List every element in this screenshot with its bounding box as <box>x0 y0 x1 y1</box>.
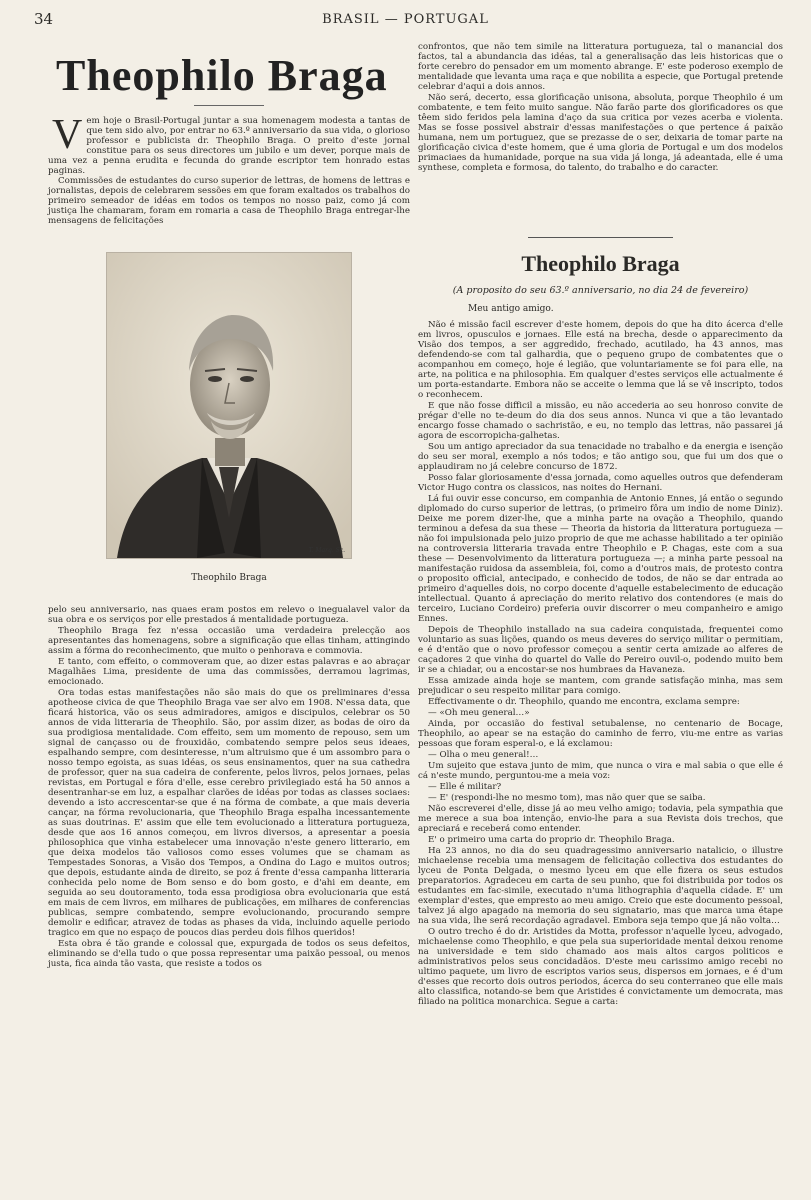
left-column <box>48 42 410 970</box>
paragraph: confrontos, que não tem simile na litteratura portugueza, tal o manancial dos factos, tal a abundancia das idéas, tal a generalisação das leis historicas que o forte cerebro do pensador em um momento abrange. E' este poderoso exemplo de mentalidade que levanta uma raça e que nobilita a especie, que Portugal pretende celebrar d'aqui a dois annos. <box>418 42 783 92</box>
paragraph: Sou um antigo apreciador da sua tenacidade no trabalho e da energia e isenção do seu ser moral, exemplo a nós todos; e tão antigo sou, que fui um dos que o applaudiram no já celebre concurso de 1872. <box>418 442 783 472</box>
letter-body <box>418 320 783 1007</box>
paragraph: Ora todas estas manifestações não são mais do que os preliminares d'essa apotheose civica de que Theophilo Braga vae ser alvo em 1908. N'essa data, que ficará historica, vão os seus admiradores, amigos e discipulos, celebrar os 50 annos de vida litteraria de Theophilo. São, por assim dizer, as bodas de oiro da sua prodigiosa mentalidade. Com effeito, sem um momento de repouso, sem um signal de cançasso ou de frouxidão, combatendo sempre pelos seus ideaes, espalhando sempre, com desinteresse, n'um altruismo que é um assombro para o nosso tempo egoista, as suas idéas, os seus ensinamentos, quer na sua cathedra de professor, quer na sua cadeira de conferente, pelos livros, pelos jornaes, pelas revistas, em Portugal e fóra d'elle, esse cerebro privilegiado está ha 50 annos a desentranhar-se em luz, a espalhar clarões de idéas por todas as classes sociaes: devendo a isto accrescentar-se que é na fórma de combate, a que mais deveria cançar, na fórma revolucionaria, que Theophilo Braga espalha incessantemente as suas doutrinas. E' assim que elle tem evolucionado a litteratura portugueza, desde que aos 16 annos começou, em livros diversos, a apresentar a poesia philosophica que vinha estabelecer uma innovação n'este genero litterario, em que deixa modelos tão valiosos como esses volumes que se chamam as Tempestades Sonoras, a Visão dos Tempos, a Ondina do Lago e muitos outros; que depois, estudante ainda de direito, se poz á frente d'essa campanha litteraria conhecida pelo nome de Bom senso e do bom gosto, e d'ahi em deante, em seguida ao seu doutoramento, toda essa prodigiosa obra evolucionaria que está em mais de cem livros, em milhares de publicações, em milhares de conferencias publicas, sempre combatendo, sempre evolucionando, procurando sempre demolir e edificar, atravez de todas as phases da vida, incluindo aquelle periodo tragico em que no espaço de poucos dias perdeu dois filhos queridos! <box>48 688 410 938</box>
paragraph: O outro trecho é do dr. Aristides da Motta, professor n'aquelle lyceu, advogado, michaelense como Theophilo, e que pela sua superioridade mental deixou renome na universidade e tem sido chamado aos mais altos cargos politicos e administrativos pelos seus concidadãos. D'este meu carissimo amigo recebi no ultimo paquete, um livro de escriptos varios seus, dispersos em jornaes, e é d'um d'esses que recorto dois outros periodos, ácerca do seu conterraneo que elle mais alto classifica, notando-se bem que Aristides é convictamente um democrata, mas filiado na politica monarchica. Segue a carta: <box>418 927 783 1007</box>
portrait-illustration <box>107 253 351 558</box>
paragraph: Depois de Theophilo installado na sua cadeira conquistada, frequentei como voluntario as suas lições, quando os meus deveres do serviço militar o permitiam, e é d'então que o novo professor começou a sentir certa amizade ao alferes de caçadores 2 que vinha do quartel do Valle do Pereiro ouvil-o, podendo muito bem ir se a chiadar, ou a encostar-se nos humbraes da Havaneza. <box>418 625 783 675</box>
intro-text: em hoje o Brasil-Portugal juntar a sua homenagem modesta a tantas de que tem sido alvo, por entrar no 63.º anniversario da sua vida, o glorioso professor e publicista dr. Theophilo Braga. O preito d'este jornal constitue para os seus directores um jubilo e um dever, porque mais de uma vez a penna erudita e fecunda do grande escriptor tem honrado estas paginas. <box>48 116 410 176</box>
section-heading <box>418 241 783 277</box>
article-masthead: Theophilo Braga <box>56 51 388 100</box>
paragraph: E que não fosse difficil a missão, eu não accederia ao seu honroso convite de prégar d'elle no te-deum do dia dos seus annos. Nunca vi que a tão levantado encargo fosse chamado o sachristão, e eu, no templo das lettras, não passarei já agora de escorropicha-galhetas. <box>418 401 783 441</box>
photo-credit: T. Marq. Sc. <box>308 547 345 554</box>
paragraph: Não será, decerto, essa glorificação unisona, absoluta, porque Theophilo é um combatente, e tem feito muito sangue. Não farão parte dos glorificadores os que têem sido feridos pela lamina d'aço da sua critica por vezes acerba e violenta. Mas se fosse possivel abstrair d'essas manifestações o que pertence á paixão humana, nem um portuguez, que se prezasse de o ser, deixaria de tomar parte na glorificação civica d'este homem, que é uma gloria de Portugal e um dos modelos primaciaes da humanidade, porque na sua vida já longa, já adeantada, elle é uma synthese, completa e formosa, do talento, do trabalho e do caracter. <box>418 93 783 173</box>
paragraph: Theophilo Braga fez n'essa occasião uma verdadeira prelecção aos apresentantes das homenagens, sobre a significação que ellas tinham, attingindo assim a fórma do reconhecimento, que muito o penhorava e commovia. <box>48 626 410 656</box>
paragraph: Ainda, por occasião do festival setubalense, no centenario de Bocage, Theophilo, ao apear se na estação do caminho de ferro, viu-me entre as varias pessoas que foram esperal-o, e lá exclamou: <box>418 719 783 749</box>
paragraph: Posso falar gloriosamente d'essa jornada, como aquelles outros que defenderam Victor Hugo contra os classicos, nas noites do Hernani. <box>418 473 783 493</box>
paragraph: Um sujeito que estava junto de mim, que nunca o vira e mal sabia o que elle é cá n'este mundo, perguntou-me a meia voz: <box>418 761 783 781</box>
paragraph: Effectivamente o dr. Theophilo, quando me encontra, exclama sempre: <box>428 697 740 707</box>
paragraph: pelo seu anniversario, nas quaes eram postos em relevo o inegualavel valor da sua obra e os serviços por elle prestados á mentalidade portugueza. <box>48 605 410 625</box>
title-rule <box>194 105 264 106</box>
paragraph: Esta obra é tão grande e colossal que, expurgada de todos os seus defeitos, eliminando se d'ella tudo o que possa representar uma paixão pessoal, ou menos justa, fica ainda tão vasta, que resiste a todos os <box>48 939 410 969</box>
drop-cap: V <box>52 112 83 158</box>
right-top-text <box>418 42 783 173</box>
section-subtitle: (A proposito do seu 63.º anniversario, no dia 24 de fevereiro) <box>452 285 749 296</box>
dialogue-line: — E' (respondi-lhe no mesmo tom), mas não quer que se saiba. <box>428 793 706 803</box>
left-continuation <box>48 605 410 969</box>
paragraph: Essa amizade ainda hoje se mantem, com grande satisfação minha, mas sem prejudicar o seu respeito militar para comigo. <box>418 676 783 696</box>
intro-paragraph <box>48 112 410 176</box>
dialogue-line: — Elle é militar? <box>428 782 502 792</box>
running-header <box>28 8 783 30</box>
paragraph: Não escreverei d'elle, disse já ao meu velho amigo; todavia, pela sympathia que me merece a sua boa intenção, envio-lhe para a sua Revista dois trechos, que apreciará e receberá como entender. <box>418 804 783 834</box>
right-column <box>418 42 783 1008</box>
paragraph: E tanto, com effeito, o commoveram que, ao dizer estas palavras e ao abraçar Magalhães Lima, presidente de uma das commissões, derramou lagrimas, emocionado. <box>48 657 410 687</box>
dialogue-line: — Olha o meu general!… <box>428 750 539 760</box>
photo-caption: Theophilo Braga <box>191 573 267 583</box>
salutation: Meu antigo amigo. <box>468 304 554 314</box>
running-title: BRASIL — PORTUGAL <box>322 12 489 27</box>
paragraph: Commissões de estudantes do curso superior de lettras, de homens de lettras e jornalistas, depois de celebrarem sessões em que foram exaltados os trabalhos do primeiro semeador de idéas em todos os tempos no nosso paiz, como já com justiça lhe chamaram, foram em romaria a casa de Theophilo Braga entregar-lhe mensagens de felicitações <box>48 176 410 226</box>
dialogue-line: — «Oh meu general…» <box>428 708 530 718</box>
paragraph: E' o primeiro uma carta do proprio dr. Theophilo Braga. <box>428 835 675 845</box>
paragraph: Não é missão facil escrever d'este homem, depois do que ha dito ácerca d'elle em livros, opusculos e jornaes. Elle está na brecha, desde o apparecimento da Visão dos tempos, a ser aggredido, frechado, acutilado, ha 43 annos, mas defendendo-se com tal galhardia, que o pequeno grupo de combatentes que o acompanhou em começo, hoje é legião, que voluntariamente se foi para elle, na arte, na politica e na philosophia. Em qualquer d'estes serviços elle actualmente é um porta-estandarte. Embora não se acceite o lemma que lá se vê inscripto, todos o reconhecem. <box>418 320 783 400</box>
paragraph: Ha 23 annos, no dia do seu quadragessimo anniversario natalicio, o illustre michaelense recebia uma mensagem de felicitação collectiva dos estudantes do lyceu de Ponta Delgada, o mesmo lyceu em que elle fizera os seus estudos preparatorios. Agradeceu em carta de seu punho, que foi distribuida por todos os estudantes em fac-simile, executado n'uma lithographia d'aquella cidade. E' um exemplar d'estes, que empresto ao meu amigo. Creio que este documento pessoal, talvez já algo apagado na memoria do seu signatario, mas que marca uma étape na sua vida, lhe será recordação agradavel. Embora seja tempo que já não volta… <box>418 846 783 926</box>
section-title: Theophilo Braga <box>521 251 680 276</box>
paragraph: Lá fui ouvir esse concurso, em companhia de Antonio Ennes, já então o segundo diplomado do curso superior de lettras, (o primeiro fôra um indio de nome Diniz). Deixe me porem dizer-lhe, que a minha parte na ovação a Theophilo, quando terminou a defesa da sua these — Theoria da historia da litteratura portugueza — não foi impulsionada pelo juizo proprio de que me achasse habilitado a ter opinião na controversia litteraria travada entre Theophilo e P. Chagas, este com a sua these — Desenvolvimento da litteratura portugueza —; a minha parte pessoal na manifestação ruidosa da assembleia, foi, como a d'outros mais, de protesto contra o proposito official, antecipado, e conhecido de todos, de não se dar entrada ao primeiro d'aquelles dois, no corpo docente d'aquelle estabelecimento de educação intellectual. Quanto á apreciação do merito relativo dos contendores (e mais do terceiro, Luciano Cordeiro) preferia ouvir discorrer o meu companheiro e amigo Ennes. <box>418 494 783 624</box>
page-number: 34 <box>34 10 54 28</box>
portrait-photo <box>106 252 352 559</box>
section-rule <box>528 237 673 238</box>
